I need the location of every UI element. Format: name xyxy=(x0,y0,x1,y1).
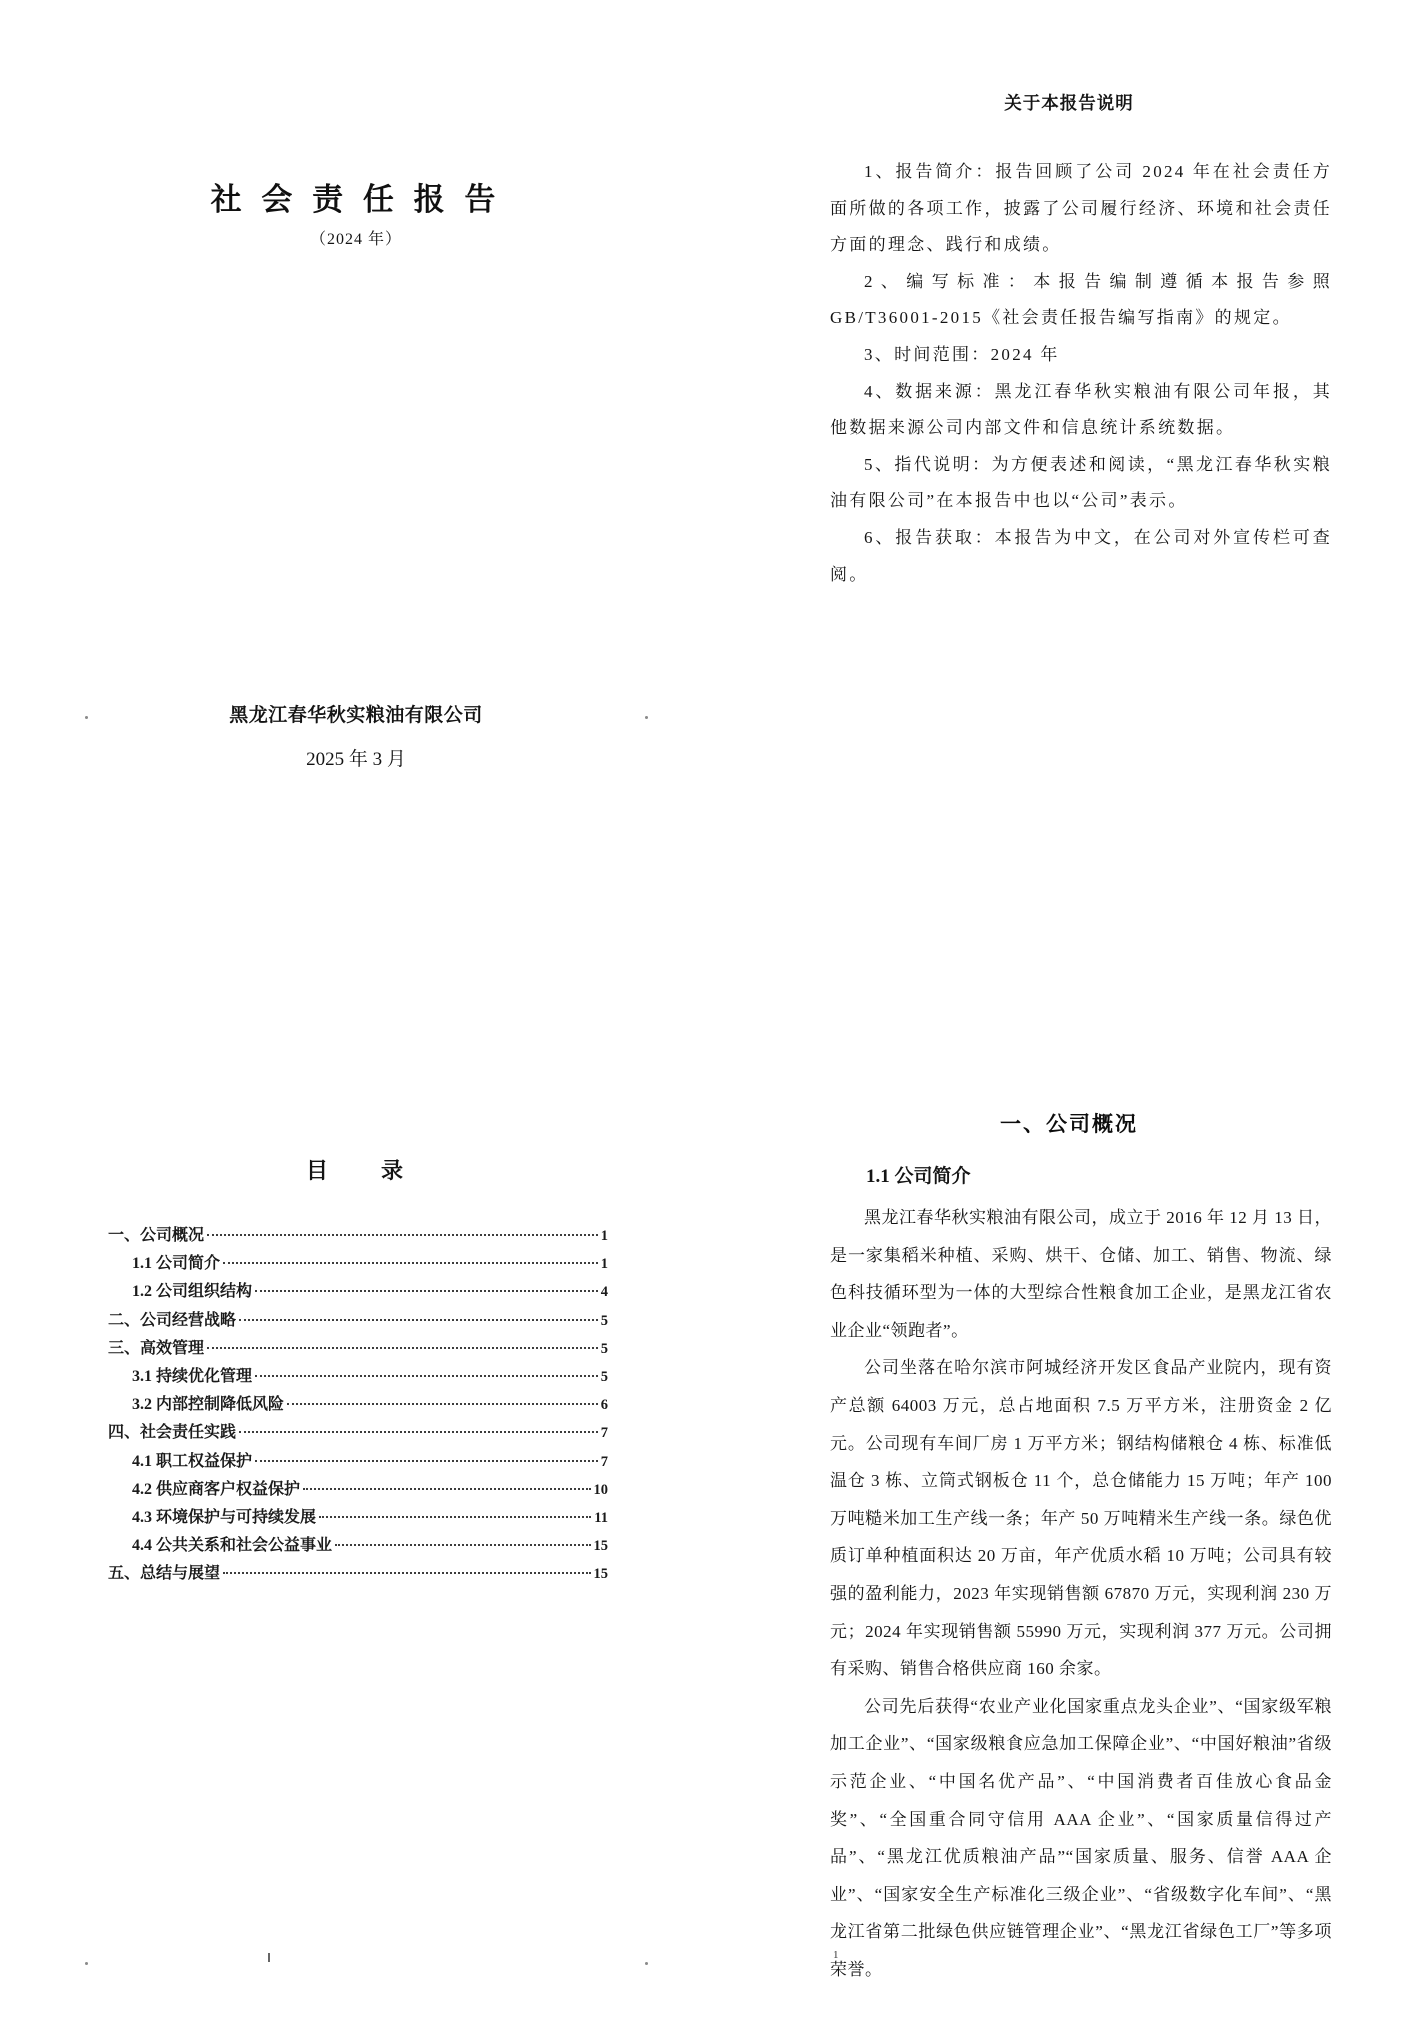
toc-entry xyxy=(108,1476,608,1504)
toc-entry xyxy=(108,1419,608,1447)
about-paragraph: 5、指代说明：为方便表述和阅读，“黑龙江春华秋实粮油有限公司”在本报告中也以“公司”表示。 xyxy=(830,454,1332,511)
footer-page-number: 1 xyxy=(833,1949,839,1961)
footer-tick xyxy=(268,1953,270,1962)
toc-entry xyxy=(108,1307,608,1335)
toc-page-number: 7 xyxy=(600,1425,608,1442)
toc-page-number: 1 xyxy=(600,1256,608,1273)
toc-page-number: 10 xyxy=(593,1481,608,1498)
toc-page-number: 7 xyxy=(600,1453,608,1470)
toc-page-number: 11 xyxy=(594,1510,608,1527)
stray-mark xyxy=(645,716,648,719)
toc-dot-leader xyxy=(255,1375,598,1377)
toc-entry xyxy=(108,1363,608,1391)
about-paragraphs xyxy=(830,154,1332,593)
toc-entry xyxy=(108,1222,608,1250)
about-paragraph: 3、时间范围：2024 年 xyxy=(864,344,1060,364)
toc-page-number: 4 xyxy=(600,1284,608,1301)
toc-dot-leader xyxy=(223,1262,598,1264)
toc-entry-label: 二、公司经营战略 xyxy=(108,1311,237,1329)
overview-subheading: 1.1 公司简介 xyxy=(866,1166,971,1187)
toc-dot-leader xyxy=(255,1460,598,1462)
toc-entry-label: 3.1 持续优化管理 xyxy=(132,1368,253,1386)
toc-dot-leader xyxy=(335,1544,590,1546)
toc-entry xyxy=(108,1278,608,1306)
toc-page-number: 5 xyxy=(600,1340,608,1357)
toc-entry xyxy=(108,1532,608,1560)
toc-dot-leader xyxy=(207,1347,598,1349)
toc-dot-leader xyxy=(287,1403,598,1405)
overview-paragraph: 公司先后获得“农业产业化国家重点龙头企业”、“国家级军粮加工企业”、“国家级粮食应急加工保障企业”、“中国好粮油”省级示范企业、“中国名优产品”、“中国消费者百佳放心食品金奖”、“全国重合同守信用 AAA 企业”、“国家质量信得过产品”、“黑龙江优质粮油产品”“国家质量、服务、信誉 AAA 企业”、“国家安全生产标准化三级企业”、“省级数字化车间”、“黑龙江省第二批绿色供应链管理企业”、“黑龙江省绿色工厂”等多项荣誉。 xyxy=(830,1696,1332,1979)
toc-entry-label: 4.4 公共关系和社会公益事业 xyxy=(132,1537,333,1555)
toc-dot-leader xyxy=(255,1290,598,1292)
toc-dot-leader xyxy=(239,1431,598,1433)
overview-paragraph: 公司坐落在哈尔滨市阿城经济开发区食品产业院内，现有资产总额 64003 万元，总占地面积 7.5 万平方米，注册资金 2 亿元。公司现有车间厂房 1 万平方米；钢结构储粮仓 4 栋、标准低温仓 3 栋、立筒式钢板仓 11 个，总仓储能力 15 万吨；年产 100 万吨糙米加工生产线一条；年产 50 万吨精米生产线一条。绿色优质订单种植面积达 20 万亩，年产优质水稻 10 万吨；公司具有较强的盈利能力，2023 年实现销售额 67870 万元，实现利润 230 万元；2024 年实现销售额 55990 万元，实现利润 377 万元。公司拥有采购、销售合格供应商 160 余家。 xyxy=(830,1358,1332,1679)
toc-entry-label: 3.2 内部控制降低风险 xyxy=(132,1396,285,1414)
stray-mark xyxy=(85,1962,88,1965)
report-year: （2024 年） xyxy=(309,231,402,248)
toc-entry-label: 1.1 公司简介 xyxy=(132,1255,221,1273)
about-paragraph: 2、编写标准：本报告编制遵循本报告参照 GB/T36001-2015《社会责任报告编写指南》的规定。 xyxy=(830,271,1332,328)
toc-page-number: 5 xyxy=(600,1369,608,1386)
toc-dot-leader xyxy=(223,1572,590,1574)
toc-page-number: 5 xyxy=(600,1312,608,1329)
toc-dot-leader xyxy=(207,1234,598,1236)
about-paragraph: 6、报告获取：本报告为中文，在公司对外宣传栏可查阅。 xyxy=(830,527,1332,584)
report-title: 社 会 责 任 报 告 xyxy=(210,182,502,217)
overview-heading: 一、公司概况 xyxy=(1000,1113,1138,1136)
toc-entry-label: 四、社会责任实践 xyxy=(108,1424,237,1442)
toc-page-number: 15 xyxy=(593,1566,608,1583)
toc-page-number: 1 xyxy=(600,1228,608,1244)
overview-paragraphs xyxy=(830,1199,1332,1988)
toc-list xyxy=(108,1222,608,1589)
stray-mark xyxy=(645,1962,648,1965)
about-paragraph: 1、报告简介：报告回顾了公司 2024 年在社会责任方面所做的各项工作，披露了公司履行经济、环境和社会责任方面的理念、践行和成绩。 xyxy=(830,162,1332,255)
toc-entry xyxy=(108,1250,608,1278)
toc-entry-label: 4.2 供应商客户权益保护 xyxy=(132,1480,301,1498)
toc-heading: 目 录 xyxy=(305,1158,406,1183)
toc-entry-label: 4.3 环境保护与可持续发展 xyxy=(132,1509,317,1527)
company-name: 黑龙江春华秋实粮油有限公司 xyxy=(229,705,483,726)
toc-entry-label: 4.1 职工权益保护 xyxy=(132,1452,253,1470)
toc-page-number: 6 xyxy=(600,1397,608,1414)
toc-dot-leader xyxy=(319,1516,591,1518)
toc-entry xyxy=(108,1504,608,1532)
overview-paragraph: 黑龙江春华秋实粮油有限公司，成立于 2016 年 12 月 13 日，是一家集稻米种植、采购、烘干、仓储、加工、销售、物流、绿色科技循环型为一体的大型综合性粮食加工企业，是黑龙江省农业企业“领跑者”。 xyxy=(830,1208,1332,1340)
toc-entry xyxy=(108,1448,608,1476)
toc-entry-label: 一、公司概况 xyxy=(108,1227,205,1244)
report-date: 2025 年 3 月 xyxy=(306,749,406,770)
toc-entry xyxy=(108,1391,608,1419)
about-paragraph: 4、数据来源：黑龙江春华秋实粮油有限公司年报，其他数据来源公司内部文件和信息统计系统数据。 xyxy=(830,381,1332,438)
stray-mark xyxy=(85,716,88,719)
toc-entry xyxy=(108,1335,608,1363)
toc-entry xyxy=(108,1560,608,1588)
toc-dot-leader xyxy=(303,1488,590,1490)
toc-entry-label: 三、高效管理 xyxy=(108,1339,205,1357)
toc-entry-label: 1.2 公司组织结构 xyxy=(132,1283,253,1301)
toc-dot-leader xyxy=(239,1319,598,1321)
about-heading: 关于本报告说明 xyxy=(1004,93,1134,113)
toc-entry-label: 五、总结与展望 xyxy=(108,1565,221,1583)
toc-page-number: 15 xyxy=(593,1538,608,1555)
